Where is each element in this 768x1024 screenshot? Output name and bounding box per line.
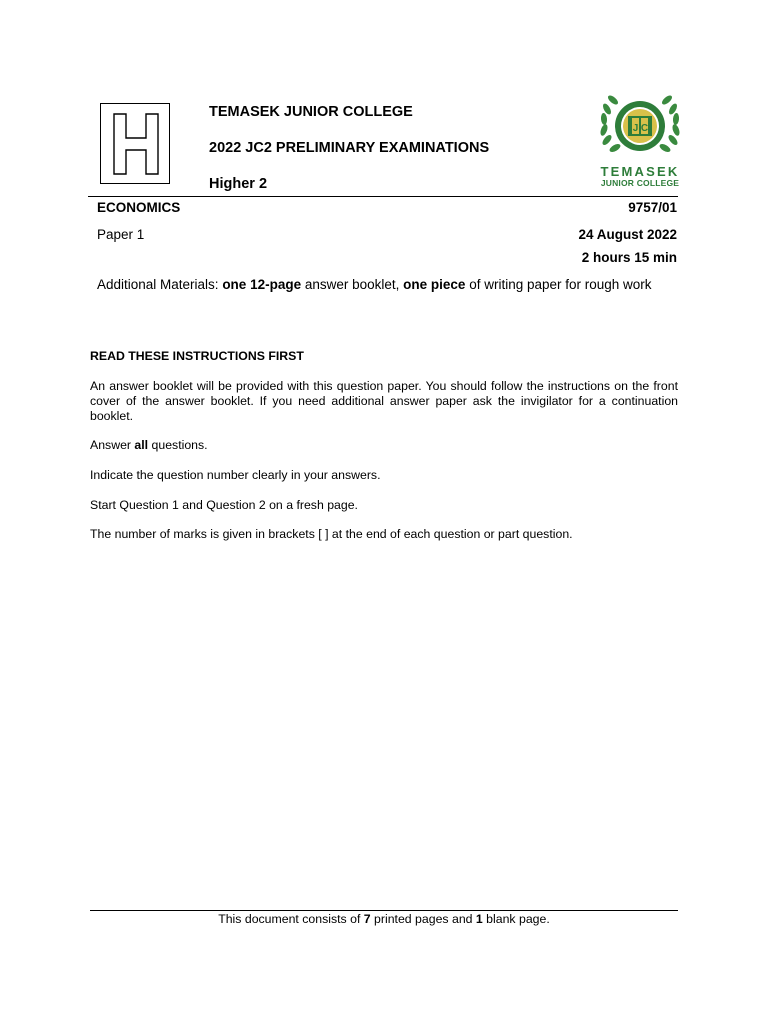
page-count-note — [90, 912, 678, 926]
footer-mid: printed pages and — [370, 912, 476, 926]
wordmark-name: TEMASEK — [600, 164, 680, 179]
answer-all-emphasis: all — [134, 438, 149, 452]
paper-number: Paper 1 — [97, 227, 145, 242]
header-divider — [88, 196, 678, 197]
subject-name: ECONOMICS — [97, 200, 181, 215]
wordmark-sub: JUNIOR COLLEGE — [600, 178, 680, 188]
footer-divider — [90, 910, 678, 911]
crest-monogram-left: J — [632, 123, 639, 134]
outlined-letter-h — [113, 113, 159, 175]
answer-all-suffix: questions. — [148, 438, 208, 452]
instruction-question-number: Indicate the question number clearly in your answers. — [90, 468, 381, 482]
instruction-answer-booklet: An answer booklet will be provided with this question paper. You should follow the instructions on the front cover of the answer booklet. If you need additional answer paper ask the invigilator for a continuation booklet. — [90, 379, 678, 423]
footer-prefix: This document consists of — [218, 912, 364, 926]
materials-mid: answer booklet, — [301, 277, 404, 292]
additional-materials — [97, 277, 652, 292]
exam-date: 24 August 2022 — [578, 227, 677, 242]
materials-item-paper: one piece — [403, 277, 466, 292]
level-letter-box — [100, 103, 170, 184]
level-label: Higher 2 — [209, 176, 268, 192]
printed-page-count: 7 — [363, 912, 371, 926]
college-name: TEMASEK JUNIOR COLLEGE — [209, 104, 413, 120]
footer-suffix: blank page. — [482, 912, 550, 926]
materials-item-booklet: one 12-page — [222, 277, 302, 292]
instruction-marks: The number of marks is given in brackets [ ] at the end of each question or part question. — [90, 527, 573, 541]
instruction-fresh-page: Start Question 1 and Question 2 on a fresh page. — [90, 498, 358, 512]
materials-prefix: Additional Materials: — [97, 277, 223, 292]
answer-all-prefix: Answer — [90, 438, 135, 452]
instruction-answer-all — [90, 438, 678, 453]
college-wordmark — [598, 164, 682, 188]
syllabus-code: 9757/01 — [628, 200, 677, 215]
crest-monogram-right: C — [640, 123, 649, 134]
exam-duration: 2 hours 15 min — [581, 250, 677, 265]
exam-title: 2022 JC2 PRELIMINARY EXAMINATIONS — [209, 140, 490, 156]
instructions-heading: READ THESE INSTRUCTIONS FIRST — [90, 349, 304, 363]
college-crest-logo — [597, 90, 683, 162]
blank-page-count: 1 — [475, 912, 483, 926]
materials-suffix: of writing paper for rough work — [465, 277, 652, 292]
